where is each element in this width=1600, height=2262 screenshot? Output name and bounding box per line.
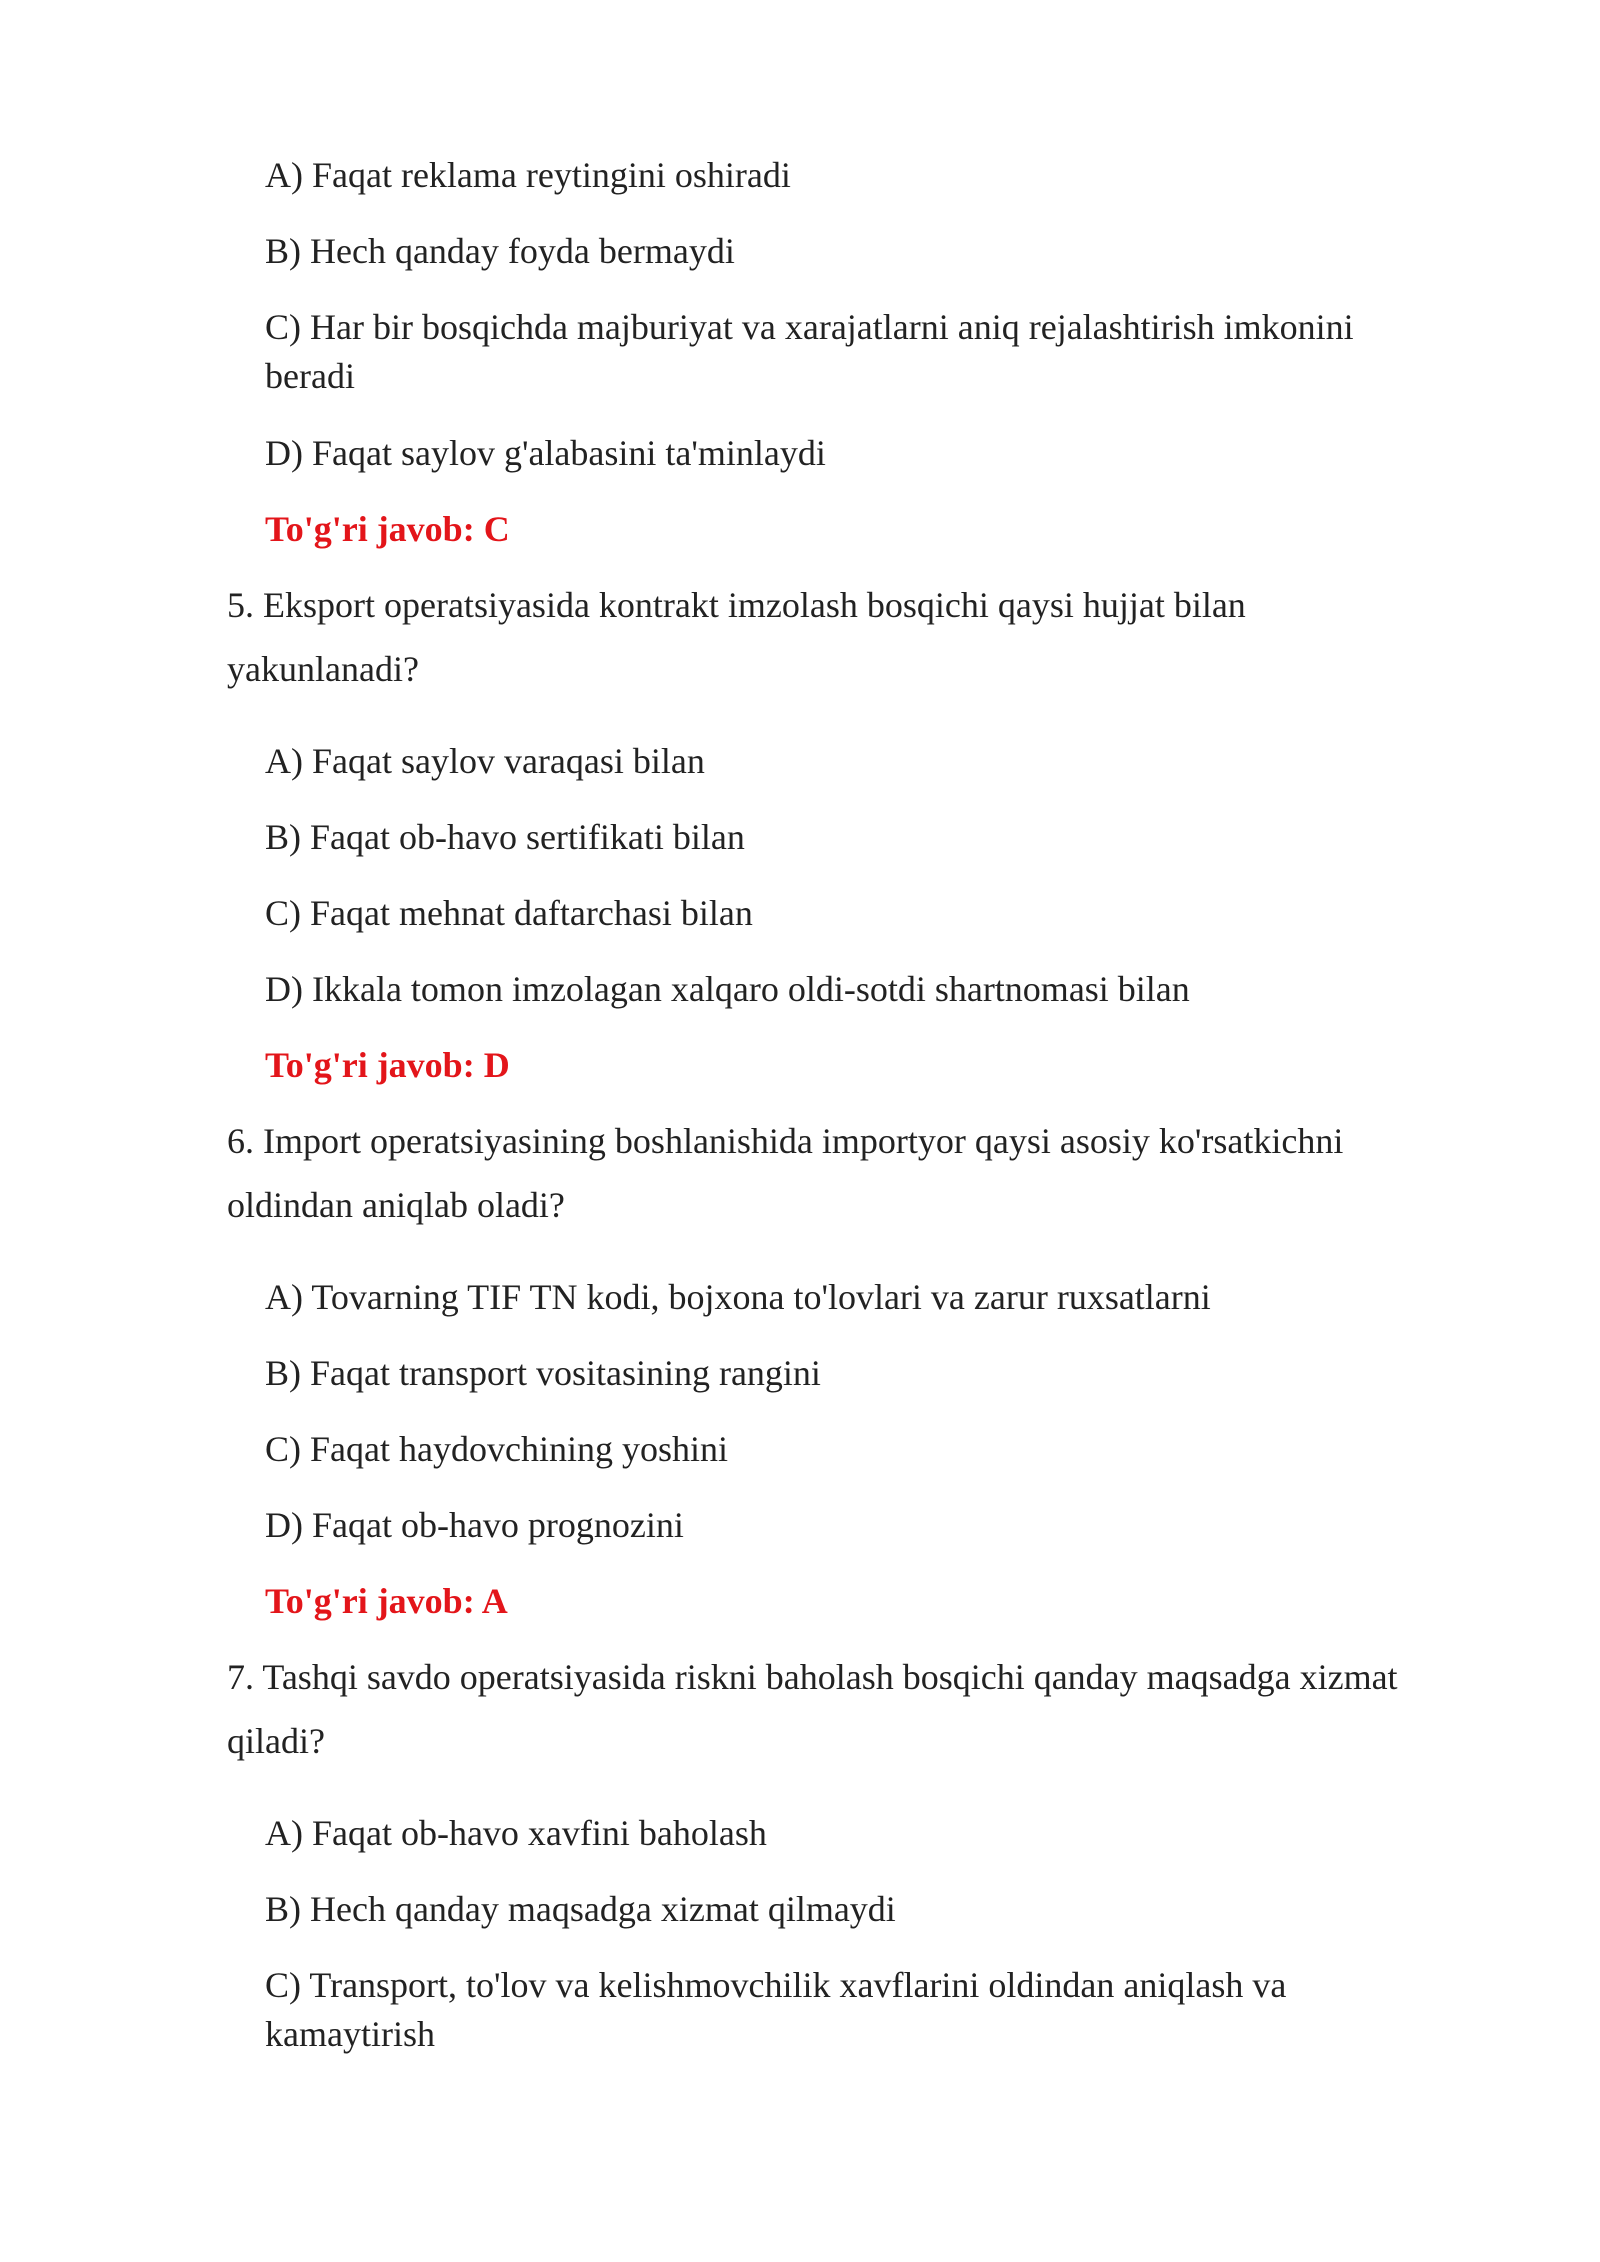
option-c: C) Faqat mehnat daftarchasi bilan bbox=[265, 893, 753, 933]
question-text-continuation: oldindan aniqlab oladi? bbox=[227, 1185, 565, 1225]
option-a: A) Faqat reklama reytingini oshiradi bbox=[265, 155, 791, 195]
option-a: A) Faqat saylov varaqasi bilan bbox=[265, 741, 705, 781]
question-text: 5. Eksport operatsiyasida kontrakt imzolash bosqichi qaysi hujjat bilan bbox=[227, 585, 1246, 625]
option-b: B) Hech qanday maqsadga xizmat qilmaydi bbox=[265, 1889, 896, 1929]
option-d: D) Ikkala tomon imzolagan xalqaro oldi-sotdi shartnomasi bilan bbox=[265, 969, 1190, 1009]
question-text-continuation: qiladi? bbox=[227, 1721, 325, 1761]
option-a: A) Tovarning TIF TN kodi, bojxona to'lovlari va zarur ruxsatlarni bbox=[265, 1277, 1211, 1317]
question-text: 7. Tashqi savdo operatsiyasida riskni baholash bosqichi qanday maqsadga xizmat bbox=[227, 1657, 1398, 1697]
option-c: C) Transport, to'lov va kelishmovchilik xavflarini oldindan aniqlash va bbox=[265, 1965, 1287, 2005]
correct-answer: To'g'ri javob: D bbox=[265, 1045, 510, 1085]
question-text-continuation: yakunlanadi? bbox=[227, 649, 419, 689]
option-c-continuation: beradi bbox=[265, 356, 355, 396]
correct-answer: To'g'ri javob: C bbox=[265, 509, 510, 549]
option-a: A) Faqat ob-havo xavfini baholash bbox=[265, 1813, 767, 1853]
option-c: C) Faqat haydovchining yoshini bbox=[265, 1429, 728, 1469]
option-c: C) Har bir bosqichda majburiyat va xarajatlarni aniq rejalashtirish imkonini bbox=[265, 307, 1354, 347]
option-b: B) Faqat ob-havo sertifikati bilan bbox=[265, 817, 745, 857]
option-b: B) Faqat transport vositasining rangini bbox=[265, 1353, 821, 1393]
option-d: D) Faqat ob-havo prognozini bbox=[265, 1505, 684, 1545]
option-d: D) Faqat saylov g'alabasini ta'minlaydi bbox=[265, 433, 826, 473]
option-c-continuation: kamaytirish bbox=[265, 2014, 435, 2054]
option-b: B) Hech qanday foyda bermaydi bbox=[265, 231, 735, 271]
correct-answer: To'g'ri javob: A bbox=[265, 1581, 508, 1621]
question-text: 6. Import operatsiyasining boshlanishida importyor qaysi asosiy ko'rsatkichni bbox=[227, 1121, 1344, 1161]
